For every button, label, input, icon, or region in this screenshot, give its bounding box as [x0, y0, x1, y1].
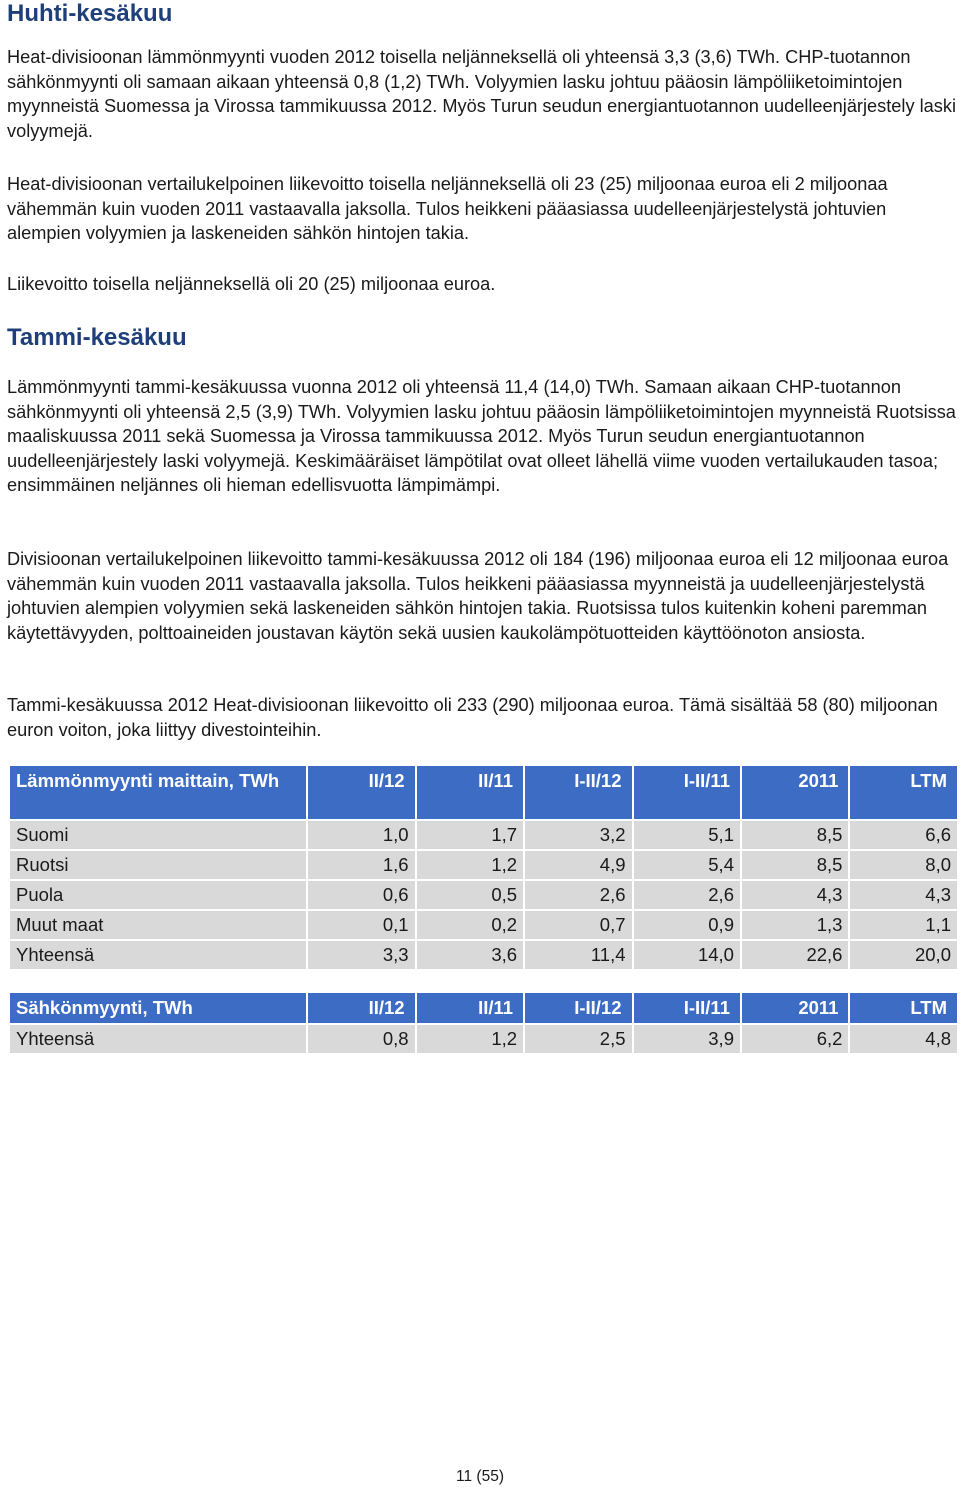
table-row [10, 881, 957, 909]
table-cell: 2,5 [525, 1025, 631, 1053]
table-cell: 22,6 [742, 941, 848, 969]
paragraph: Lämmönmyynti tammi-kesäkuussa vuonna 2012 oli yhteensä 11,4 (14,0) TWh. Samaan aikaan CHP-tuotannon sähkönmyynti oli yhteensä 2,5 (3,9) TWh. Volyymien lasku johtuu pääosin lämpöliiketoimintojen myynneistä Ruotsissa maaliskuussa 2011 sekä Suomessa ja Virossa tammikuussa 2012. Myös Turun seudun energiantuotannon uudelleenjärjestely laski volyymejä. Keskimääräiset lämpötilat ovat olleet lähellä viime vuoden vertailukauden tasoa; ensimmäinen neljännes oli hieman edellisvuotta lämpimämpi. [7, 377, 956, 496]
column-header: I-II/12 [525, 766, 631, 819]
table-cell: 6,6 [850, 821, 957, 849]
table-cell: 1,2 [417, 851, 523, 879]
table-cell: 4,9 [525, 851, 631, 879]
table-cell: 3,9 [634, 1025, 740, 1053]
table-row [10, 911, 957, 939]
table-cell: 5,1 [634, 821, 740, 849]
table-cell: 0,2 [417, 911, 523, 939]
table-row-total [10, 941, 957, 969]
table-cell: 2,6 [525, 881, 631, 909]
paragraph: Divisioonan vertailukelpoinen liikevoitto tammi-kesäkuussa 2012 oli 184 (196) miljoonaa euroa eli 12 miljoonaa euroa vähemmän kuin vuoden 2011 vastaavalla jaksolla. Tulos heikkeni pääasiassa myynneistä ja uudelleenjärjestelystä johtuvien alempien volyymien sekä laskeneiden sähkön hintojen takia. Ruotsissa tulos kuitenkin koheni paremman käytettävyyden, polttoaineiden joustavan käytön sekä uusien kaukolämpötuotteiden käyttöönoton ansiosta. [7, 549, 949, 643]
section-heading-huhti: Huhti-kesäkuu [7, 0, 173, 27]
table-cell: Yhteensä [10, 1025, 306, 1053]
table-cell: Ruotsi [10, 851, 306, 879]
column-header: Lämmönmyynti maittain, TWh [10, 766, 306, 819]
table-cell: 1,1 [850, 911, 957, 939]
table-cell: 0,8 [308, 1025, 414, 1053]
table-cell: 3,2 [525, 821, 631, 849]
table-cell: 0,6 [308, 881, 414, 909]
column-header: I-II/11 [634, 766, 740, 819]
section-heading-tammi: Tammi-kesäkuu [7, 324, 187, 351]
table-cell: 0,9 [634, 911, 740, 939]
table-cell: Muut maat [10, 911, 306, 939]
table-cell: 8,5 [742, 821, 848, 849]
heat-sales-table [8, 764, 959, 971]
table-cell: 2,6 [634, 881, 740, 909]
table-header-row [10, 766, 957, 819]
table-row [10, 821, 957, 849]
table-cell: 5,4 [634, 851, 740, 879]
column-header: 2011 [742, 993, 848, 1023]
table-cell: 20,0 [850, 941, 957, 969]
table-cell: 8,5 [742, 851, 848, 879]
table-cell: 3,3 [308, 941, 414, 969]
column-header: II/11 [417, 993, 523, 1023]
table-cell: 4,3 [742, 881, 848, 909]
table-row [10, 851, 957, 879]
table-cell: Yhteensä [10, 941, 306, 969]
column-header: I-II/12 [525, 993, 631, 1023]
table-row-total [10, 1025, 957, 1053]
paragraph: Liikevoitto toisella neljänneksellä oli 20 (25) miljoonaa euroa. [7, 274, 496, 294]
column-header: II/11 [417, 766, 523, 819]
table-cell: 14,0 [634, 941, 740, 969]
column-header: II/12 [308, 766, 414, 819]
column-header: Sähkönmyynti, TWh [10, 993, 306, 1023]
column-header: LTM [850, 993, 957, 1023]
table-cell: 0,7 [525, 911, 631, 939]
table-cell: Suomi [10, 821, 306, 849]
table-cell: Puola [10, 881, 306, 909]
table-cell: 8,0 [850, 851, 957, 879]
table-cell: 4,8 [850, 1025, 957, 1053]
table-cell: 11,4 [525, 941, 631, 969]
column-header: LTM [850, 766, 957, 819]
paragraph: Tammi-kesäkuussa 2012 Heat-divisioonan liikevoitto oli 233 (290) miljoonaa euroa. Tämä sisältää 58 (80) miljoonan euron voiton, joka liittyy divestointeihin. [7, 695, 938, 740]
page-number: 11 (55) [456, 1468, 504, 1485]
table-cell: 6,2 [742, 1025, 848, 1053]
table-cell: 4,3 [850, 881, 957, 909]
table-cell: 1,2 [417, 1025, 523, 1053]
column-header: II/12 [308, 993, 414, 1023]
table-cell: 1,3 [742, 911, 848, 939]
table-header-row [10, 993, 957, 1023]
column-header: 2011 [742, 766, 848, 819]
electricity-sales-table [8, 991, 959, 1055]
table-cell: 1,7 [417, 821, 523, 849]
column-header: I-II/11 [634, 993, 740, 1023]
table-cell: 1,6 [308, 851, 414, 879]
paragraph: Heat-divisioonan vertailukelpoinen liikevoitto toisella neljänneksellä oli 23 (25) miljoonaa euroa eli 2 miljoonaa vähemmän kuin vuoden 2011 vastaavalla jaksolla. Tulos heikkeni pääasiassa uudelleenjärjestelystä johtuvien alempien volyymien ja laskeneiden sähkön hintojen takia. [7, 174, 888, 244]
paragraph: Heat-divisioonan lämmönmyynti vuoden 2012 toisella neljänneksellä oli yhteensä 3,3 (3,6) TWh. CHP-tuotannon sähkönmyynti oli samaan aikaan yhteensä 0,8 (1,2) TWh. Volyymien lasku johtuu pääosin lämpöliiketoimintojen myynneistä Suomessa ja Virossa tammikuussa 2012. Myös Turun seudun energiantuotannon uudelleenjärjestely laski volyymejä. [7, 47, 956, 141]
table-cell: 3,6 [417, 941, 523, 969]
table-cell: 1,0 [308, 821, 414, 849]
table-cell: 0,5 [417, 881, 523, 909]
table-cell: 0,1 [308, 911, 414, 939]
